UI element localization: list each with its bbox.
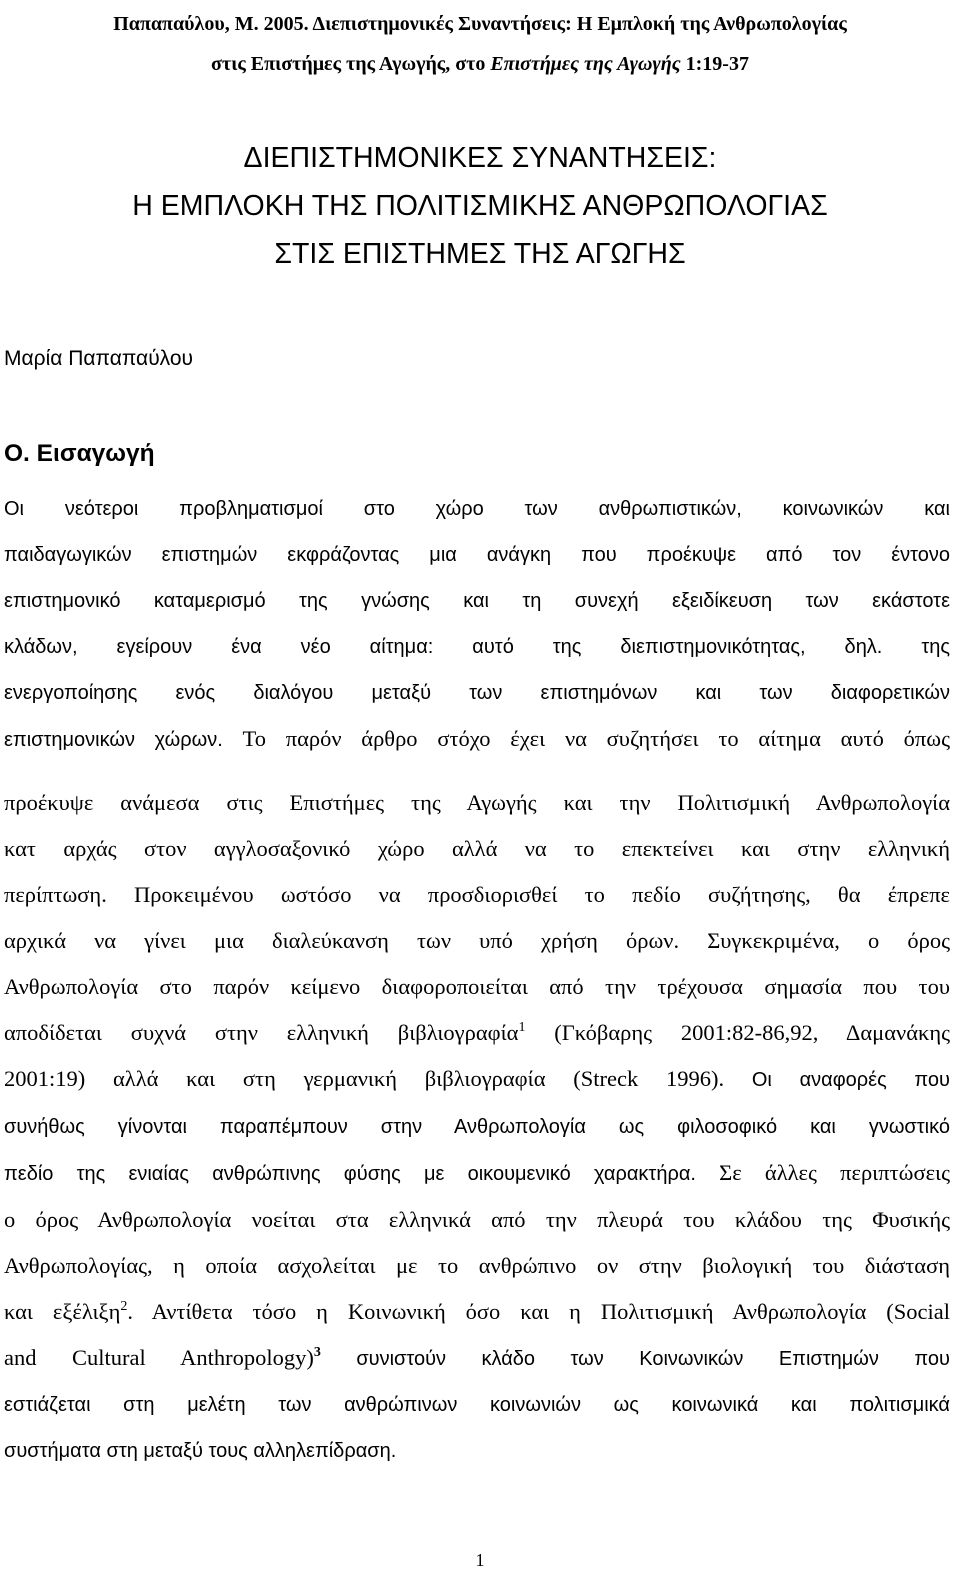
- citation-journal: Επιστήμες της Αγωγής: [490, 53, 681, 75]
- body-line-part: συνήθως γίνονται παραπέμπουν στην Ανθρωπολογία ως φιλοσοφικό και: [4, 1116, 869, 1138]
- body-line: [4, 716, 950, 763]
- body-line: κλάδων, εγείρουν ένα νέο αίτημα: αυτό της διεπιστημονικότητας, δηλ. της: [4, 636, 950, 658]
- footnote-ref-1: 1: [518, 1020, 526, 1035]
- body-line: Ανθρωπολογίας, η οποία ασχολείται με το ανθρώπινο ον στην βιολογική του διάσταση: [4, 1253, 950, 1278]
- title-line-1: ΔΙΕΠΙΣΤΗΜΟΝΙΚΕΣ ΣΥΝΑΝΤΗΣΕΙΣ:: [243, 142, 717, 174]
- body-line: [4, 1289, 950, 1335]
- body-line: κατ αρχάς στον αγγλοσαξονικό χώρο αλλά να το επεκτείνει και στην ελληνική: [4, 836, 950, 861]
- body-line-part: αποδίδεται συχνά στην ελληνική βιβλιογραφία: [4, 1020, 519, 1045]
- title-line-2: Η ΕΜΠΛΟΚΗ ΤΗΣ ΠΟΛΙΤΙΣΜΙΚΗΣ ΑΝΘΡΩΠΟΛΟΓΙΑΣ: [132, 190, 828, 222]
- body-line-part: επιστημονικών χώρων.: [4, 729, 243, 751]
- body-line: επιστημονικό καταμερισμό της γνώσης και τη συνεχή εξειδίκευση των εκάστοτε: [4, 590, 950, 612]
- body-line-part: συνιστούν κλάδο των Κοινωνικών Επιστημών που: [320, 1348, 950, 1370]
- body-line-part: . Αντίθετα τόσο η Κοινωνική όσο και η Πολιτισμική Ανθρωπολογία (Social: [127, 1299, 950, 1324]
- citation-line-2: [4, 44, 956, 84]
- body-line: [4, 1150, 950, 1197]
- body-line: ο όρος Ανθρωπολογία νοείται στα ελληνικά από την πλευρά του κλάδου της Φυσικής: [4, 1207, 950, 1232]
- body-line-part: (Γκόβαρης 2001:82-86,92, Δαμανάκης: [525, 1020, 950, 1045]
- paragraph-body-serif: [4, 780, 950, 1474]
- body-line-part: and Cultural Anthropology): [4, 1345, 314, 1370]
- citation-header: [4, 4, 956, 84]
- body-line: περίπτωση. Προκειμένου ωστόσο να προσδιορισθεί το πεδίο συζήτησης, θα έπρεπε: [4, 882, 950, 907]
- body-line: [4, 1010, 950, 1056]
- paragraph-intro-sans: [4, 486, 950, 763]
- citation-pages: 1:19-37: [680, 53, 749, 75]
- body-line: συστήματα στη μεταξύ τους αλληλεπίδραση.: [4, 1440, 397, 1462]
- body-line-part: πεδίο της ενιαίας ανθρώπινης φύσης με οικουμενικό χαρακτήρα.: [4, 1163, 720, 1185]
- page-title: [0, 134, 960, 278]
- citation-line-2-prefix: στις Επιστήμες της Αγωγής, στο: [211, 53, 491, 75]
- footnote-ref-2: 2: [120, 1299, 128, 1314]
- body-line-part: και εξέλιξη: [4, 1299, 121, 1324]
- section-heading: Ο. Εισαγωγή: [4, 440, 155, 467]
- body-line: Ανθρωπολογία στο παρόν κείμενο διαφοροποιείται από την τρέχουσα σημασία που του: [4, 974, 950, 999]
- footnote-ref-3: 3: [313, 1345, 321, 1360]
- body-line-part: 2001:19) αλλά και στη γερμανική βιβλιογραφία (Streck 1996).: [4, 1066, 752, 1091]
- body-line: [4, 1335, 950, 1382]
- body-line-part: Σε άλλες περιπτώσεις: [719, 1160, 950, 1185]
- body-line-part: Το παρόν άρθρο στόχο έχει να συζητήσει το αίτημα αυτό όπως: [242, 726, 950, 751]
- body-line: προέκυψε ανάμεσα στις Επιστήμες της Αγωγής και την Πολιτισμική Ανθρωπολογία: [4, 790, 950, 815]
- body-line-part: Οι αναφορές που: [751, 1069, 950, 1091]
- body-line: [4, 1103, 950, 1150]
- body-line-part: γνωστικό: [868, 1116, 950, 1138]
- body-line: ενεργοποίησης ενός διαλόγου μεταξύ των επιστημόνων και των διαφορετικών: [4, 682, 950, 704]
- title-line-3: ΣΤΙΣ ΕΠΙΣΤΗΜΕΣ ΤΗΣ ΑΓΩΓΗΣ: [274, 238, 686, 270]
- author-name: Μαρία Παπαπαύλου: [4, 347, 194, 370]
- body-line: Οι νεότεροι προβληματισμοί στο χώρο των ανθρωπιστικών, κοινωνικών και: [4, 498, 950, 520]
- body-line: εστιάζεται στη μελέτη των ανθρώπινων κοινωνιών ως κοινωνικά και πολιτισμικά: [4, 1394, 950, 1416]
- page-number: 1: [475, 1550, 485, 1570]
- body-line: παιδαγωγικών επιστημών εκφράζοντας μια ανάγκη που προέκυψε από τον έντονο: [4, 544, 950, 566]
- body-line: [4, 1056, 950, 1103]
- citation-line-1: Παπαπαύλου, Μ. 2005. Διεπιστημονικές Συναντήσεις: Η Εμπλοκή της Ανθρωπολογίας: [113, 13, 847, 35]
- body-line: αρχικά να γίνει μια διαλεύκανση των υπό χρήση όρων. Συγκεκριμένα, ο όρος: [4, 928, 950, 953]
